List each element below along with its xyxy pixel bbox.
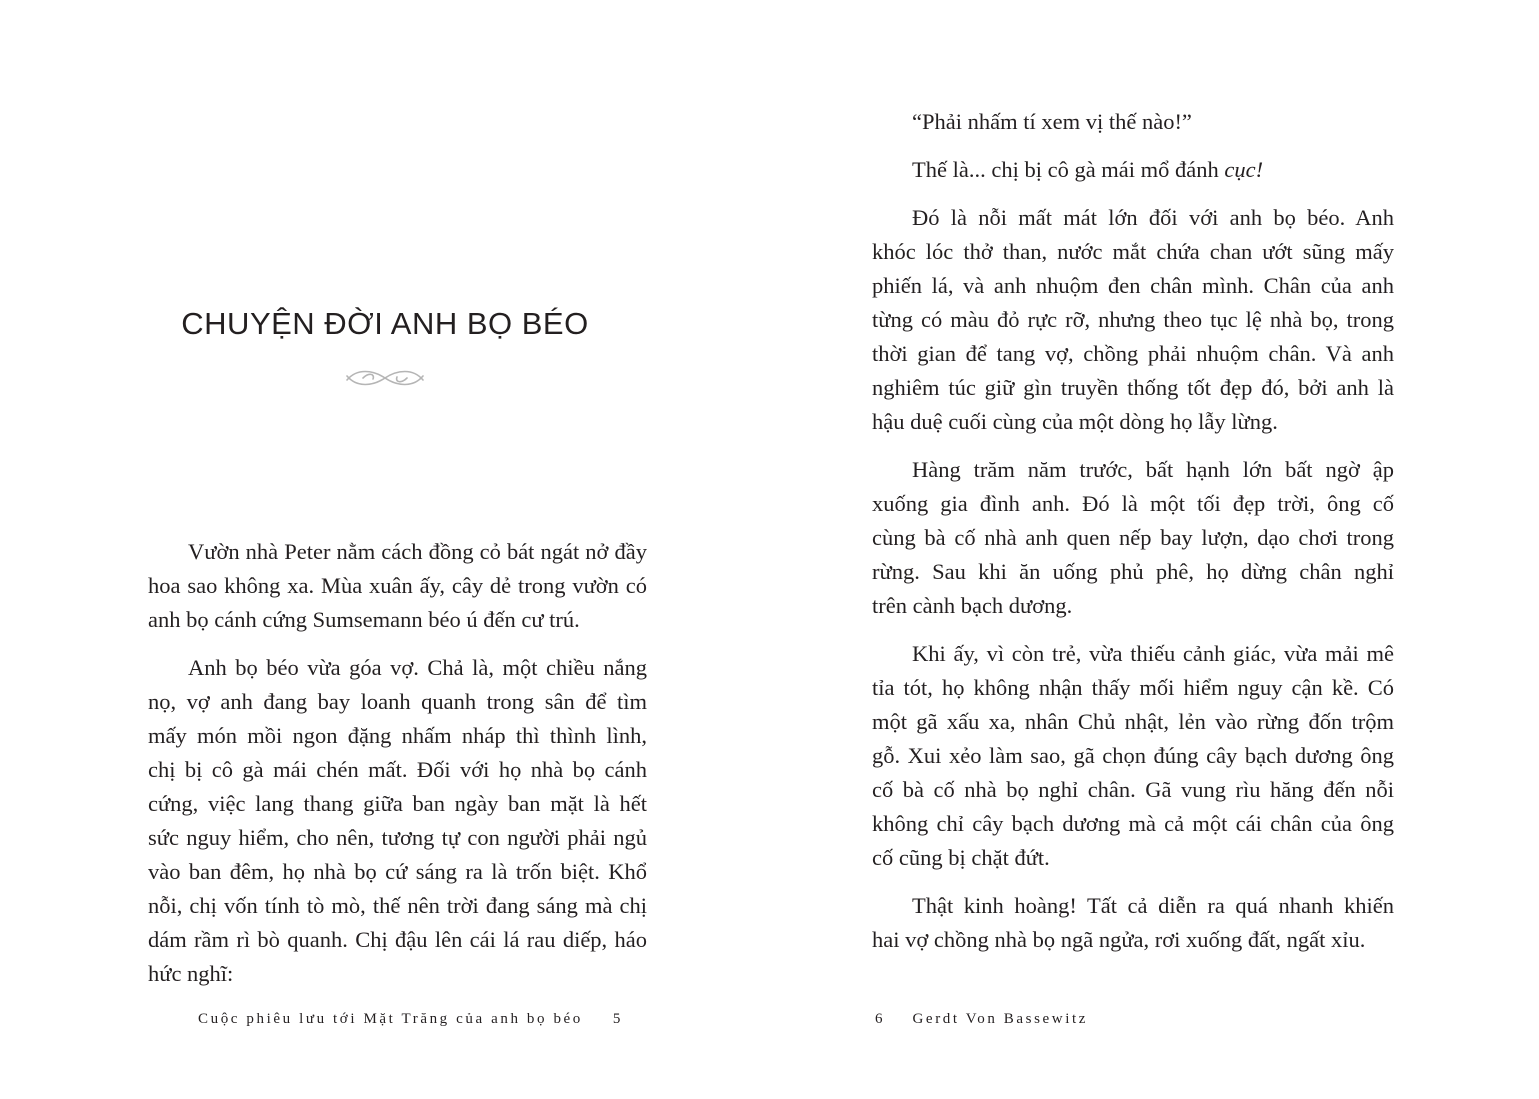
text-line xyxy=(872,453,1394,487)
text-line xyxy=(148,889,647,923)
running-title: Cuộc phiêu lưu tới Mặt Trăng của anh bọ béo xyxy=(198,1011,583,1027)
text-line xyxy=(872,371,1394,405)
line-text: anh bọ cánh cứng Sumsemann béo ú đến cư trú. xyxy=(148,607,580,632)
page-number: 6 xyxy=(875,1011,883,1027)
footer-right xyxy=(875,1005,1088,1033)
line-text: không chỉ cây bạch dương mà cả một cái chân của ông xyxy=(872,811,1394,836)
line-text: trên cành bạch dương. xyxy=(872,593,1073,618)
text-line xyxy=(872,671,1394,705)
text-line xyxy=(148,821,647,855)
text-line xyxy=(872,637,1394,671)
text-line xyxy=(872,923,1394,957)
text-line xyxy=(148,787,647,821)
line-text: Vườn nhà Peter nằm cách đồng cỏ bát ngát nở đầy xyxy=(188,539,647,564)
text-line xyxy=(148,535,647,569)
text-line xyxy=(872,153,1394,187)
text-line xyxy=(148,603,647,637)
text-line xyxy=(148,719,647,753)
line-text: hai vợ chồng nhà bọ ngã ngửa, rơi xuống đất, ngất xỉu. xyxy=(872,927,1366,952)
text-line xyxy=(872,337,1394,371)
line-text: rừng. Sau khi ăn uống phủ phê, họ dừng chân nghỉ xyxy=(872,559,1394,584)
flourish-divider-icon xyxy=(343,364,427,392)
author-name: Gerdt Von Bassewitz xyxy=(912,1011,1089,1027)
line-text: hậu duệ cuối cùng của một dòng họ lẫy lừng. xyxy=(872,409,1278,434)
line-text: vào ban đêm, họ nhà bọ cứ sáng ra là trốn biệt. Khổ xyxy=(148,859,647,884)
line-text: Thế là... chị bị cô gà mái mổ đánh xyxy=(912,157,1225,182)
paragraph xyxy=(872,105,1394,139)
italic-word: cục! xyxy=(1224,157,1264,182)
line-text: tỉa tót, họ không nhận thấy mối hiểm nguy cận kề. Có xyxy=(872,675,1394,700)
right-page xyxy=(770,0,1539,1099)
line-text: nỗi, chị vốn tính tò mò, thế nên trời đang sáng mà chị xyxy=(148,893,647,918)
line-text: Khi ấy, vì còn trẻ, vừa thiếu cảnh giác, vừa mải mê xyxy=(912,641,1394,666)
line-text: mấy món mồi ngon đặng nhấm nháp thì thình lình, xyxy=(148,723,647,748)
line-text: “Phải nhấm tí xem vị thế nào!” xyxy=(912,109,1192,134)
text-line xyxy=(872,889,1394,923)
paragraph xyxy=(872,201,1394,439)
line-text: sức nguy hiểm, cho nên, tương tự con người phải ngủ xyxy=(148,825,647,850)
line-text: thời gian để tang vợ, chồng phải nhuộm chân. Và anh xyxy=(872,341,1394,366)
text-line xyxy=(148,569,647,603)
text-line xyxy=(148,753,647,787)
text-line xyxy=(872,807,1394,841)
text-line xyxy=(872,105,1394,139)
text-line xyxy=(148,685,647,719)
chapter-title: CHUYỆN ĐỜI ANH BỌ BÉO xyxy=(181,306,589,341)
line-text: phiến lá, và anh nhuộm đen chân mình. Chân của anh xyxy=(872,273,1394,298)
footer-left xyxy=(198,1005,620,1033)
line-text: hức nghĩ: xyxy=(148,961,234,986)
line-text: từng có màu đỏ rực rỡ, nhưng theo tục lệ nhà bọ, trong xyxy=(872,307,1394,332)
text-line xyxy=(872,589,1394,623)
paragraph xyxy=(872,153,1394,187)
paragraph xyxy=(872,453,1394,623)
text-line xyxy=(872,405,1394,439)
line-text: cùng bà cố nhà anh quen nếp bay lượn, dạo chơi trong xyxy=(872,525,1394,550)
right-body-text xyxy=(872,105,1394,971)
text-line xyxy=(872,487,1394,521)
text-line xyxy=(148,855,647,889)
text-line xyxy=(872,521,1394,555)
line-text: khóc lóc thở than, nước mắt chứa chan ướt sũng mấy xyxy=(872,239,1394,264)
line-text: một gã xấu xa, nhân Chủ nhật, lẻn vào rừng đốn trộm xyxy=(872,709,1394,734)
paragraph xyxy=(148,651,647,991)
text-line xyxy=(872,841,1394,875)
page-number: 5 xyxy=(612,1011,621,1027)
line-text: xuống gia đình anh. Đó là một tối đẹp trời, ông cố xyxy=(872,491,1394,516)
text-line xyxy=(148,957,647,991)
paragraph xyxy=(148,535,647,637)
text-line xyxy=(872,739,1394,773)
text-line xyxy=(872,303,1394,337)
text-line xyxy=(872,201,1394,235)
line-text: chị bị cô gà mái chén mất. Đối với họ nhà bọ cánh xyxy=(148,757,647,782)
text-line xyxy=(872,269,1394,303)
text-line xyxy=(872,555,1394,589)
left-body-text xyxy=(148,535,647,1005)
text-line xyxy=(148,923,647,957)
line-text: Thật kinh hoàng! Tất cả diễn ra quá nhanh khiến xyxy=(912,893,1394,918)
line-text: nọ, vợ anh đang bay loanh quanh trong sân để tìm xyxy=(148,689,647,714)
line-text: gỗ. Xui xẻo làm sao, gã chọn đúng cây bạch dương ông xyxy=(872,743,1394,768)
text-line xyxy=(872,235,1394,269)
text-line xyxy=(148,651,647,685)
line-text: Đó là nỗi mất mát lớn đối với anh bọ béo. Anh xyxy=(912,205,1394,230)
text-line xyxy=(872,705,1394,739)
line-text: cố cũng bị chặt đứt. xyxy=(872,845,1050,870)
text-line xyxy=(872,773,1394,807)
line-text: cứng, việc lang thang giữa ban ngày ban mặt là hết xyxy=(148,791,647,816)
paragraph xyxy=(872,889,1394,957)
paragraph xyxy=(872,637,1394,875)
line-text: dám rầm rì bò quanh. Chị đậu lên cái lá rau diếp, háo xyxy=(148,927,647,952)
line-text: cố bà cố nhà bọ nghỉ chân. Gã vung rìu hăng đến nỗi xyxy=(872,777,1394,802)
line-text: Hàng trăm năm trước, bất hạnh lớn bất ngờ ập xyxy=(912,457,1394,482)
line-text: hoa sao không xa. Mùa xuân ấy, cây dẻ trong vườn có xyxy=(148,573,647,598)
line-text: nghiêm túc giữ gìn truyền thống tốt đẹp đó, bởi anh là xyxy=(872,375,1394,400)
line-text: Anh bọ béo vừa góa vợ. Chả là, một chiều nắng xyxy=(188,655,647,680)
